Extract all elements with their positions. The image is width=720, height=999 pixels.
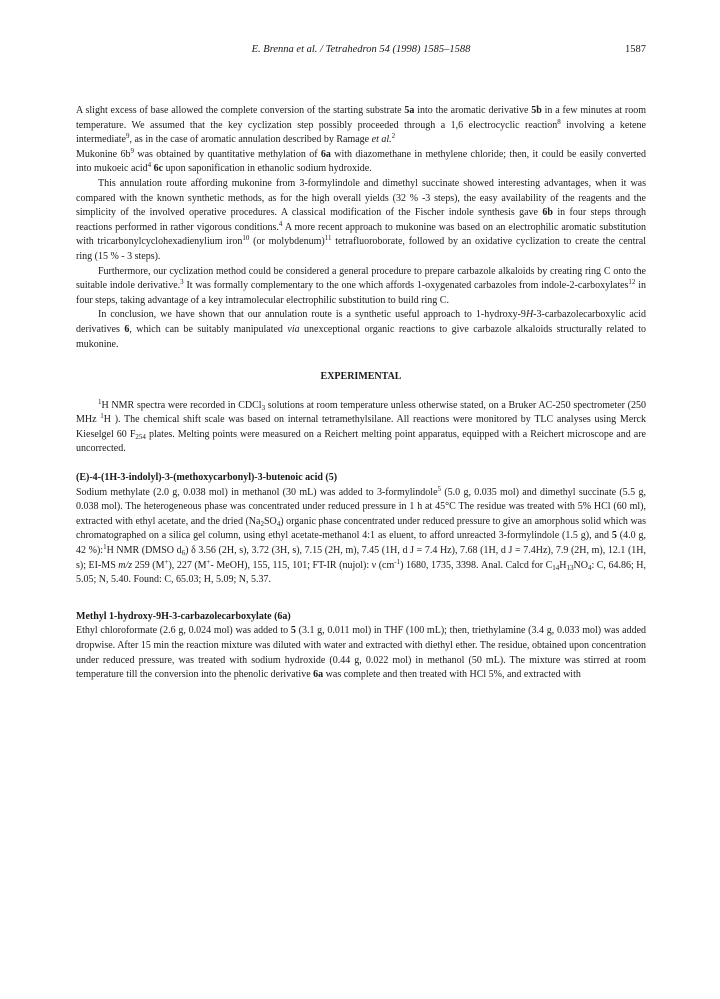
compound-ref: 6b <box>542 207 553 219</box>
citation: 4 <box>278 219 283 228</box>
citation: 11 <box>324 234 332 243</box>
citation: 3 <box>180 278 184 287</box>
compound-ref: 5 <box>290 625 296 637</box>
compound-6a-heading: Methyl 1-hydroxy-9H-3-carbazolecarboxylate (6a) <box>76 610 291 622</box>
running-head: E. Brenna et al. / Tetrahedron 54 (1998) 1585–1588 <box>251 44 471 55</box>
paragraph-annulation-route: This annulation route affording mukonine from 3-formylindole and dimethyl succinate showed interesting advantages, when it was compared with the known synthetic methods, as for the high overall yields (32 % -3 steps), the easy availability of the reagents and the simplicity of the involved operative procedures. A classical modification of the Fischer indole synthesis gave 6b in four steps through reactions performed in rather vigorous conditions.$^4$ A more recent approach to mukonine was based on an electrophilic aromatic substitution with tricarbonylcyclohexadienylium iron$^{10}$ (or molybdenum)$^{11}$ tetrafluoroborate, followed by an oxidative cyclization to create the central ring (15 % - 3 steps). <box>76 177 647 262</box>
compound-ref: 6c <box>153 163 164 175</box>
compound-5-procedure: Sodium methylate (2.0 g, 0.038 mol) in methanol (30 mL) was added to 3-formylindole$^5$ (5.0 g, 0.035 mol) and dimethyl succinate (5.5 g, 0.038 mol). The heterogeneous phase was concentrated under reduced pressure in 1 h at 45°C The residue was treated with 5% HCl (60 ml), extracted with ethyl acetate, and the dried $(Na_2SO_4)$ organic phase concentrated under reduced pressure to give an amorphous solid which was chromatographed on a silica gel column, using ethyl acetate-methanol 4:1 as eluent, to afford unreacted 3-formylindole (1.5 g), and 5 (4.0 g, 42 %):$^1$H NMR (DMSO $d_6$) δ 3.56 (2H, s), 3.72 (3H, s), 7.15 (2H, m), 7.45 (1H, d J = 7.4 Hz), 7.68 (1H, d J = 7.4Hz), 7.9 (2H, m), 12.1 (1H, s); EI-MS m/z 259 (M+), 227 (M+- MeOH), 155, 115, 101; FT-IR (nujol): ν $(cm^{-1})$ 1680, 1735, 3398. Anal. Calcd for $C_{14}H_{13}NO_4$: C, 64.86; H, 5.05; N, 5.40. Found: C, 65.03; H, 5.09; N, 5.37. <box>76 484 647 586</box>
page-number: 1587 <box>625 44 646 55</box>
paragraph-mukonine: Mukonine $6b^9$ was obtained by quantitative methylation of 6a with diazomethane in methylene chloride; then, it could be easily converted into mukoeic acid$^4$ 6c upon saponification in ethanolic sodium hydroxide. <box>76 146 646 175</box>
section-title-experimental: EXPERIMENTAL <box>320 371 402 383</box>
citation: 10 <box>242 234 250 243</box>
compound-ref: 5b <box>531 105 542 116</box>
compound-ref: 5 <box>611 530 617 542</box>
page-header <box>76 44 646 58</box>
paragraph-conclusion: In conclusion, we have shown that our annulation route is a synthetic useful approach to 1-hydroxy-9H-3-carbazolecarboxylic acid derivatives 6, which can be suitably manipulated via unexceptional organic reactions to give carbazole alkaloids structurally related to mukonine. <box>76 309 646 350</box>
paragraph-general-methods: $^1$H NMR spectra were recorded in CDCl$_3$ solutions at room temperature unless otherwise stated, on a Bruker AC-250 spectrometer (250 MHz $^1$H ). The chemical shift scale was based on internal tetramethylsilane. All reactions were monitored by TLC analyses using Merck Kieselgel 60 $F_{254}$ plates. Melting points were measured on a Reichert melting point apparatus, equipped with a Reichert microscope and are uncorrected. <box>76 397 646 455</box>
citation: 5 <box>437 484 442 493</box>
citation: 2 <box>391 132 396 141</box>
paragraph-general-procedure: Furthermore, our cyclization method could be considered a general procedure to prepare carbazole alkaloids by creating ring C onto the suitable indole derivative.$^3$ It was formally complementary to the one which affords 1-oxygenated carbazoles from indole-2-carboxylates$^{12}$ in four steps, taking advantage of a key intramolecular electrophilic substitution to build ring C. <box>76 265 646 306</box>
citation: 8 <box>557 117 561 126</box>
compound-ref: 6 <box>124 323 130 335</box>
article-body <box>76 104 646 683</box>
compound-5-heading: (E)-4-(1H-3-indolyl)-3-(methoxycarbonyl)-3-butenoic acid (5) <box>76 472 338 484</box>
compound-ref: 6a <box>320 148 331 160</box>
citation: 4 <box>147 161 152 170</box>
paragraph-cyclization: A slight excess of base allowed the complete conversion of the starting substrate 5a into the aromatic derivative 5b in a few minutes at room temperature. We assumed that the key cyclization step possibly proceeded through a 1,6 electrocyclic reaction$^8$ involving a ketene intermediate$^9$, as in the case of aromatic annulation described by Ramage et al.$^2$ <box>76 105 647 146</box>
citation: 12 <box>628 278 636 287</box>
compound-6a-procedure: Ethyl chloroformate (2.6 g, 0.024 mol) was added to 5 (3.1 g, 0.011 mol) in THF (100 mL); then, triethylamine (3.4 g, 0.033 mol) was added dropwise. After 15 min the reaction mixture was diluted with water and extracted with diethyl ether. The residue, obtained upon concentration under reduced pressure, was treated with sodium hydroxide (0.44 g, 0.022 mol) in methanol (50 mL). The mixture was stirred at room temperature till the conversion into the phenolic derivative 6a was complete and then treated with HCl 5%, and extracted with <box>76 625 647 681</box>
compound-ref: 5a <box>404 105 415 116</box>
citation: 9 <box>130 146 134 155</box>
citation: 9 <box>125 132 130 141</box>
compound-ref: 6a <box>313 669 324 681</box>
